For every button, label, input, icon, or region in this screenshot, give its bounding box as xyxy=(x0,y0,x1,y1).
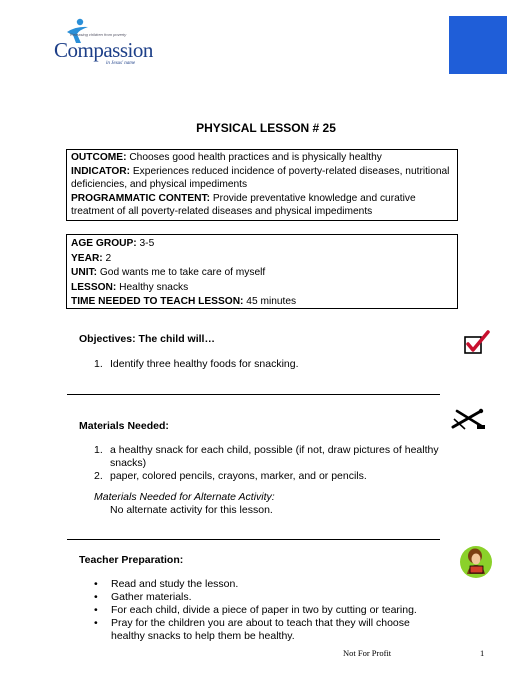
time-value: 45 minutes xyxy=(246,296,297,307)
compassion-logo xyxy=(52,18,162,66)
programmatic-line xyxy=(71,192,453,219)
section-divider xyxy=(67,539,440,540)
preparation-item-text: Read and study the lesson. xyxy=(111,578,239,590)
programmatic-text: Provide preventative knowledge and curative treatment of all poverty-related diseases and physical impediments xyxy=(71,192,416,217)
preparation-item-text: For each child, divide a piece of paper in two by cutting or tearing. xyxy=(111,604,417,616)
unit-line xyxy=(71,266,453,281)
preparation-item-text: Gather materials. xyxy=(111,591,192,603)
indicator-line xyxy=(71,165,453,192)
objectives-heading: Objectives: The child will… xyxy=(79,333,215,345)
alternate-activity-heading: Materials Needed for Alternate Activity: xyxy=(94,491,275,503)
section-divider xyxy=(67,394,440,395)
year-value: 2 xyxy=(105,252,112,264)
unit-label: UNIT: xyxy=(71,267,98,278)
outcome-label: OUTCOME: xyxy=(71,152,127,163)
objective-item-text: Identify three healthy foods for snacking. xyxy=(110,358,299,370)
footer-text: Not For Profit xyxy=(343,648,392,658)
materials-heading: Materials Needed: xyxy=(79,420,169,432)
indicator-text: Experiences reduced incidence of poverty-related diseases, nutritional deficiencies, and physical impediments xyxy=(71,165,450,190)
unit-value: God wants me to take care of myself xyxy=(99,267,266,278)
materials-item-text: a healthy snack for each child, possible (if not, draw pictures of healthy snacks) xyxy=(110,444,439,469)
indicator-label: INDICATOR: xyxy=(71,165,131,177)
outcome-text: Chooses good health practices and is physically healthy xyxy=(129,152,382,163)
details-box xyxy=(66,234,458,309)
year-line xyxy=(71,252,453,267)
time-label: TIME NEEDED TO TEACH LESSON: xyxy=(71,296,244,307)
logo-tagline: Releasing children from poverty xyxy=(70,32,127,37)
preparation-item: • Pray for the children you are about to teach that they will choose healthy snacks to help them be healthy. xyxy=(94,617,454,643)
logo-wordmark: Compassion xyxy=(54,38,153,62)
lesson-value: Healthy snacks xyxy=(119,281,189,293)
overview-box xyxy=(66,149,458,221)
age-value: 3-5 xyxy=(139,238,155,249)
materials-item: 1. a healthy snack for each child, possible (if not, draw pictures of healthy snacks) xyxy=(94,444,454,472)
lesson-label: LESSON: xyxy=(71,281,117,293)
logo-subtitle: in Jesus' name xyxy=(106,61,136,66)
lesson-title: PHYSICAL LESSON # 25 xyxy=(196,121,336,135)
blue-corner-block xyxy=(449,16,507,74)
page-number: 1 xyxy=(480,648,485,658)
checkbox-check-icon xyxy=(463,330,491,356)
age-label: AGE GROUP: xyxy=(71,238,137,249)
pencil-tools-icon xyxy=(451,407,487,431)
preparation-item-text: Pray for the children you are about to teach that they will choose healthy snacks to help them be healthy. xyxy=(111,617,410,642)
lesson-line xyxy=(71,281,453,296)
year-label: YEAR: xyxy=(71,252,103,264)
materials-item-text: paper, colored pencils, crayons, marker, and or pencils. xyxy=(110,470,367,482)
time-line xyxy=(71,295,453,310)
alternate-activity-text: No alternate activity for this lesson. xyxy=(110,504,273,516)
age-line xyxy=(71,237,453,252)
outcome-line xyxy=(71,151,453,165)
programmatic-label: PROGRAMMATIC CONTENT: xyxy=(71,192,211,204)
preparation-heading: Teacher Preparation: xyxy=(79,554,184,566)
teacher-reading-icon xyxy=(459,544,493,580)
